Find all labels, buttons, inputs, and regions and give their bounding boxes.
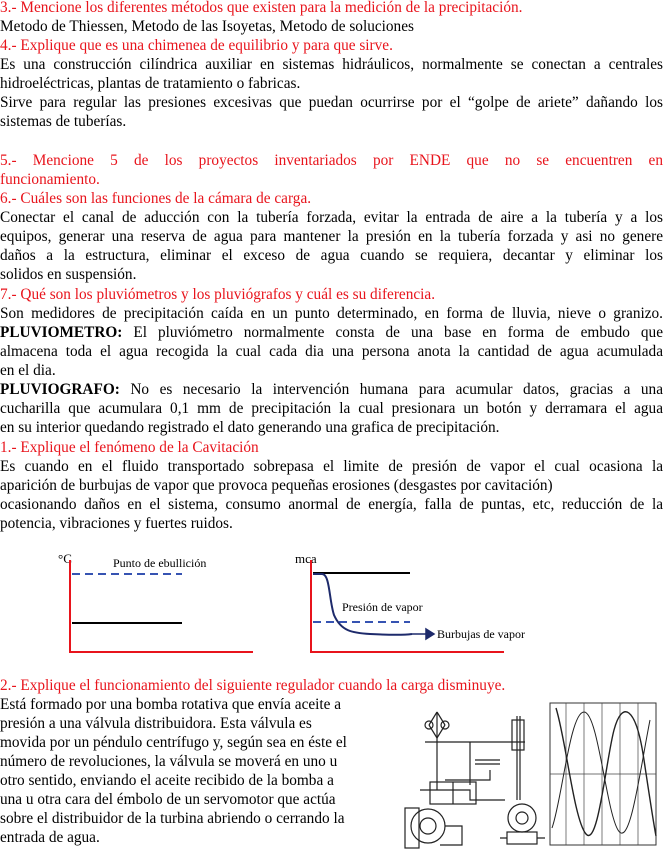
answer-1-line3: ocasionando daños en el sistema, consumo anormal de energía, falla de puntas, etc, reducción de la xyxy=(0,496,663,513)
vapor-pressure-label: Presión de vapor xyxy=(342,600,423,614)
pluviografo-line2: cucharilla que acumulara 0,1 mm de precipitación la cual presionara un botón y derramara el agua xyxy=(0,400,663,417)
answer-1-line2: aparición de burbujas de vapor que provoca pequeñas erosiones (desgastes por cavitación) xyxy=(0,477,553,494)
answer-2-line2: presión a una válvula distribuidora. Esta válvula es xyxy=(0,715,312,732)
answer-4-p1-line2: hidroeléctricas, plantas de tratamiento o fabricas. xyxy=(0,75,301,92)
boiling-point-label: Punto de ebullición xyxy=(113,556,207,570)
answer-6-line4: solidos en suspensión. xyxy=(0,266,137,283)
answer-2-line8: entrada de agua. xyxy=(0,829,100,846)
answer-4-p2-line2: sistemas de tuberías. xyxy=(0,113,127,130)
answer-4-p1-line1: Es una construcción cilíndrica auxiliar en sistemas hidráulicos, normalmente se conectan a centrales xyxy=(0,56,663,73)
question-2: 2.- Explique el funcionamiento del siguiente regulador cuando la carga disminuye. xyxy=(0,677,506,694)
pluviometro-line3: en el dia. xyxy=(0,362,56,379)
pluviometro-term: PLUVIOMETRO: xyxy=(0,324,123,341)
pluviografo-line3: en su interior quedando registrado el dato generando una grafica de precipitación. xyxy=(0,419,500,436)
question-1: 1.- Explique el fenómeno de la Cavitación xyxy=(0,439,259,456)
question-5-line2: funcionamiento. xyxy=(0,171,100,188)
answer-2-line6: una u otra cara del émbolo de un servomotor que actúa xyxy=(0,791,336,808)
figure2-ylabel: mca xyxy=(295,551,317,566)
pluviometro-text: El pluviómetro normalmente consta de una base en forma de embudo que xyxy=(122,324,663,341)
answer-2-line1: Está formado por una bomba rotativa que envía aceite a xyxy=(0,696,342,713)
figure1-ylabel: °C xyxy=(58,551,72,566)
question-4: 4.- Explique que es una chimenea de equilibrio y para que sirve. xyxy=(0,37,393,54)
pluviografo-text: No es necesario la intervención humana para acumular datos, gracias a una xyxy=(119,381,663,398)
answer-2-line5: otro sentido, enviando el aceite recibido de la bomba a xyxy=(0,772,334,789)
question-7: 7.- Qué son los pluviómetros y los pluviógrafos y cuál es su diferencia. xyxy=(0,286,436,303)
answer-4-p2-line1: Sirve para regular las presiones excesivas que puedan ocurrirse por el “golpe de ariete” dañando los xyxy=(0,94,663,111)
answer-3: Metodo de Thiessen, Metodo de las Isoyetas, Metodo de soluciones xyxy=(0,18,414,35)
question-6: 6.- Cuáles son las funciones de la cámara de carga. xyxy=(0,190,312,207)
answer-7-intro: Son medidores de precipitación caída en un punto determinado, en forma de lluvia, nieve o granizo. xyxy=(0,305,663,322)
question-5-line1: 5.- Mencione 5 de los proyectos inventariados por ENDE que no se encuentren en xyxy=(0,152,663,169)
answer-1-line1: Es cuando en el fluido transportado sobrepasa el limite de presión de vapor el cual ocasiona la xyxy=(0,458,663,475)
answer-1-line4: potencia, vibraciones y fuertes ruidos. xyxy=(0,515,233,532)
pluviometro-line2: almacena toda el agua recogida la cual cada dia una persona anota la cantidad de agua acumulada xyxy=(0,343,663,360)
answer-6-line3: daños a la estructura, eliminar el exceso de agua cuando se requiera, decantar y eliminar los xyxy=(0,247,663,264)
question-3: 3.- Mencione los diferentes métodos que existen para la medición de la precipitación. xyxy=(0,0,523,16)
answer-2-line3: movida por un péndulo centrífugo y, según sea en éste el xyxy=(0,734,347,751)
answer-2-line7: sobre el distribuidor de la turbina abriendo o cerrando la xyxy=(0,810,345,827)
answer-6-line2: equipos, generar una reserva de agua para mantener la presión en la tubería forzada y asi no genere xyxy=(0,228,663,245)
vapor-bubbles-label: Burbujas de vapor xyxy=(437,627,525,641)
answer-2-line4: número de revoluciones, la válvula se moverá en uno u xyxy=(0,753,338,770)
answer-6-line1: Conectar el canal de aducción con la tubería forzada, evitar la entrada de aire a la tubería y a los xyxy=(0,209,663,226)
pluviografo-term: PLUVIOGRAFO: xyxy=(0,381,120,398)
